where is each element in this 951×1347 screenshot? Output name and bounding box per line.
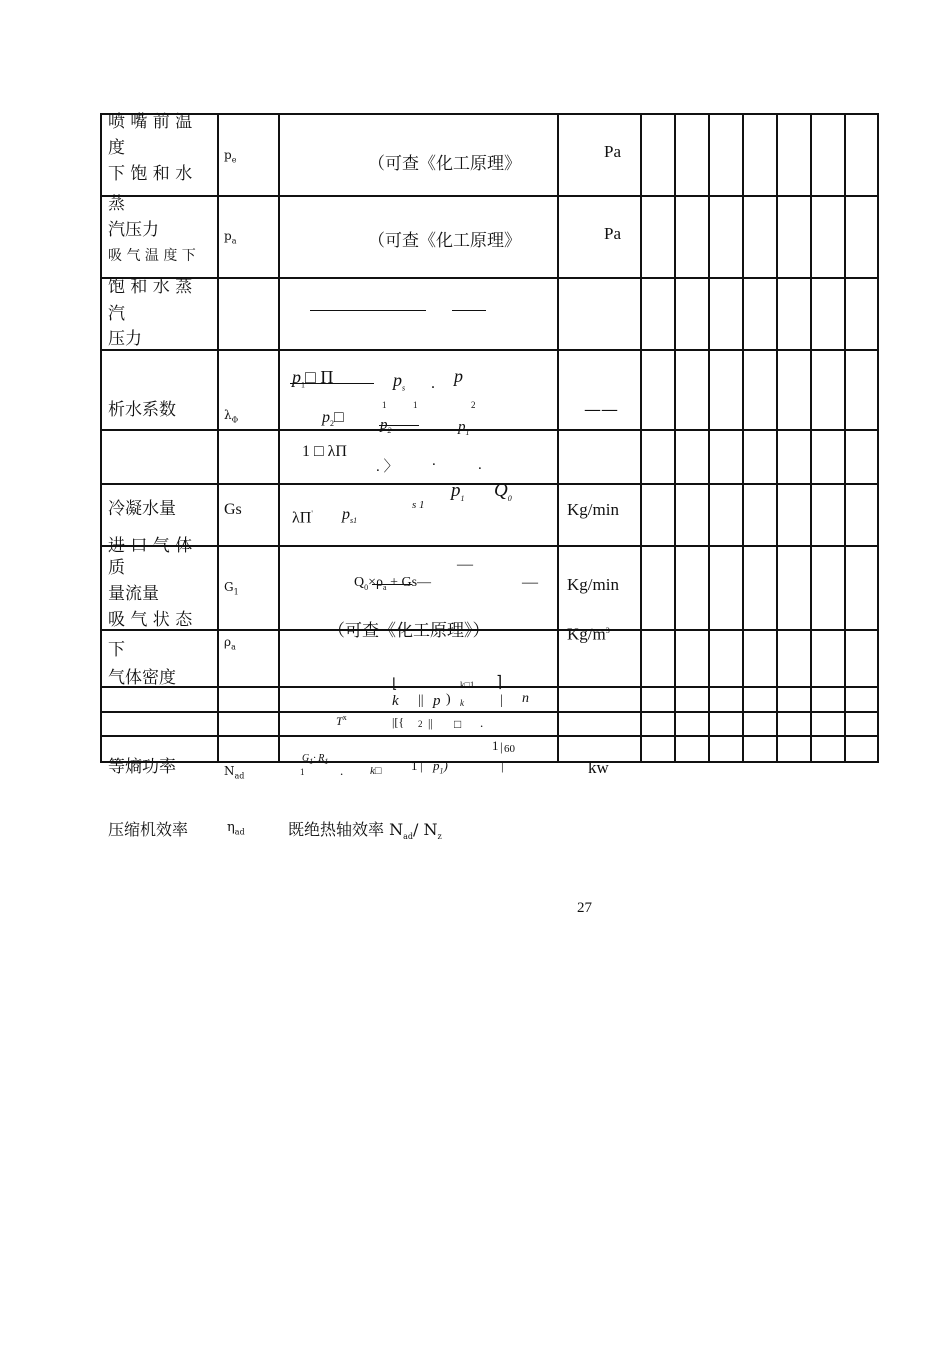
nad-two: 2 xyxy=(418,719,423,729)
f-sym: T xyxy=(336,714,343,728)
nad-k: k xyxy=(392,693,399,709)
f-sym: p xyxy=(342,506,350,523)
nad-p1 xyxy=(433,758,448,776)
f-sub: 1 xyxy=(460,493,465,503)
fraction-bar xyxy=(379,425,419,426)
name-line: 汽 xyxy=(108,304,125,324)
f-sub: 1 xyxy=(465,428,470,437)
f-sym: Q xyxy=(494,480,508,501)
symbol-text: λ xyxy=(224,408,232,422)
gs-e xyxy=(494,480,512,503)
name-line: 压力 xyxy=(108,329,142,349)
symbol-sub: a xyxy=(231,642,236,652)
f-sub: 1 xyxy=(309,757,314,766)
nad-g1r1: $G_1\cdot R_1$ xyxy=(302,753,329,766)
f-sub: 2 xyxy=(330,419,334,429)
lambda-num-p2: p xyxy=(454,366,463,386)
lambda-den-p xyxy=(380,417,392,435)
row-name xyxy=(108,193,196,267)
column-divider xyxy=(708,113,710,763)
f-sub: 1 xyxy=(324,757,329,766)
name-line: 汽压力 xyxy=(108,220,159,240)
f-text: 既绝热轴效率 N xyxy=(288,820,404,839)
f-sym: p xyxy=(393,370,402,390)
f-sub: z xyxy=(437,832,442,842)
row-symbol xyxy=(224,760,244,787)
row-formula: （可查《化工原理》） xyxy=(328,621,490,641)
nad-tx xyxy=(336,713,347,729)
nad-n: n xyxy=(522,691,529,706)
parameter-table xyxy=(100,112,878,781)
gs-d xyxy=(451,480,465,503)
page-number: 27 xyxy=(577,900,592,916)
f-sym: G xyxy=(302,753,310,764)
f-sym: p xyxy=(433,758,440,773)
f-sym: p xyxy=(451,480,461,501)
f-sym: + Gs— xyxy=(390,575,432,590)
f-text: / N xyxy=(412,820,438,839)
name-line: 吸 气 状 态 xyxy=(108,610,193,630)
row-name xyxy=(108,276,192,350)
symbol-sub: a xyxy=(231,236,237,246)
f-sym: p xyxy=(292,367,301,387)
name-line: 饱 和 水 蒸 xyxy=(108,277,193,297)
f-sub: 1 xyxy=(439,766,444,776)
symbol-sub: ad xyxy=(234,771,245,781)
nad-paren: ) xyxy=(446,692,451,707)
f-sub: a xyxy=(383,582,387,592)
nad-one-small: 1 xyxy=(300,767,305,777)
f-sym: λП xyxy=(292,509,312,527)
row-symbol: Gs xyxy=(224,501,242,518)
nad-bar: || xyxy=(428,716,433,730)
lambda-row2-c: . xyxy=(432,453,436,469)
nad-one: 1 xyxy=(492,738,499,753)
row-name: 析水系数 xyxy=(108,400,176,420)
lambda-index: 2 xyxy=(471,400,476,410)
nad-dot: . xyxy=(340,763,344,778)
lambda-den-p1 xyxy=(458,419,470,437)
row-unit: Pa xyxy=(604,142,621,161)
symbol-text: ρ xyxy=(224,635,232,649)
row-name xyxy=(108,535,192,631)
lambda-num-p xyxy=(393,370,405,393)
column-divider xyxy=(776,113,778,763)
name-line: 质 xyxy=(108,558,125,578)
name-line: 下 xyxy=(108,640,125,660)
nad-bar: | xyxy=(500,693,503,708)
symbol-sub: 1 xyxy=(233,587,239,597)
strike-rule xyxy=(372,584,412,585)
name-line: 度 xyxy=(108,138,125,158)
row-symbol xyxy=(224,576,239,603)
name-line: 进 口 气 体 xyxy=(108,536,193,556)
nad-bar: || xyxy=(418,693,424,708)
f-sub: 1 xyxy=(301,380,305,390)
lambda-row2-d: . xyxy=(478,457,482,473)
compressor-efficiency-text xyxy=(288,817,442,841)
column-divider xyxy=(217,113,219,763)
column-divider xyxy=(557,113,559,763)
f-sub: s xyxy=(402,383,406,393)
nad-bracket: |[{ xyxy=(392,715,405,729)
f-sym: p xyxy=(322,409,330,426)
nad-bar: | xyxy=(501,758,504,773)
f-sym: ) xyxy=(443,758,448,773)
nad-box: □ xyxy=(454,717,462,731)
symbol-text: N xyxy=(224,764,235,778)
name-line: 下 饱 和 水 xyxy=(108,164,193,184)
nad-dot: . xyxy=(480,715,484,730)
nad-kbox: k□ xyxy=(370,765,382,777)
f-sub: s1 xyxy=(350,516,358,526)
f-sym: ×ρ xyxy=(368,575,384,590)
lambda-row2-b: . 〉 xyxy=(376,459,399,475)
nad-p: p xyxy=(433,693,441,709)
lambda-index: 1 xyxy=(382,400,387,410)
symbol-text: p xyxy=(224,148,232,162)
symbol-text: p xyxy=(224,229,232,243)
row-unit: Kg/min xyxy=(567,500,619,519)
symbol-text: G xyxy=(224,580,234,594)
fraction-bar xyxy=(290,383,374,384)
nad-sixty: 60 xyxy=(504,743,515,755)
compressor-efficiency-symbol xyxy=(227,820,245,837)
f-sym: p xyxy=(380,417,388,433)
lambda-num-dot: . xyxy=(431,375,435,392)
f-sub: 0 xyxy=(364,582,369,592)
unit-text: Kg/m xyxy=(567,624,606,644)
f-sym: R xyxy=(318,753,325,764)
f-sym: p xyxy=(458,419,466,435)
f-sym: η xyxy=(227,820,235,835)
row-name xyxy=(108,111,192,185)
f-sup: ' xyxy=(311,509,313,518)
row-unit: Kg/min xyxy=(567,575,619,594)
lambda-numerator xyxy=(292,367,333,390)
nad-bar: | xyxy=(420,758,423,773)
column-divider xyxy=(640,113,642,763)
lambda-row2-a: 1 □ λП xyxy=(302,443,347,460)
f-sub: ad xyxy=(234,827,245,837)
lambda-index: 1 xyxy=(413,400,418,410)
name-line: 气体密度 xyxy=(108,668,176,688)
gs-a xyxy=(292,509,313,527)
f-sub: 2 xyxy=(387,426,392,435)
row-unit: kw xyxy=(588,758,609,777)
name-line: 吸 气 温 度 下 xyxy=(108,248,196,264)
column-divider xyxy=(810,113,812,763)
nad-exp: k□1 xyxy=(460,680,475,690)
nad-kexp: k xyxy=(460,698,464,708)
f-sym: □ П xyxy=(305,367,334,387)
nad-one-b: 1 xyxy=(411,758,418,773)
name-line: 喷 嘴 前 温 xyxy=(108,112,193,132)
gs-b xyxy=(342,506,357,525)
formula-rule xyxy=(310,310,426,311)
column-divider xyxy=(877,113,879,763)
row-symbol xyxy=(224,404,238,431)
column-divider xyxy=(100,113,102,763)
column-divider xyxy=(674,113,676,763)
f-sym: Q xyxy=(354,575,365,590)
f-sup: x xyxy=(342,713,347,722)
gs-c: s 1 xyxy=(412,499,425,511)
compressor-efficiency-label: 压缩机效率 xyxy=(108,820,189,839)
nad-bar: | xyxy=(500,739,503,754)
row-symbol xyxy=(224,144,236,171)
name-line: 蒸 xyxy=(108,194,125,214)
row-symbol xyxy=(224,631,236,658)
column-divider xyxy=(278,113,280,763)
row-formula: （可查《化工原理》 xyxy=(368,154,521,174)
lambda-denominator xyxy=(322,409,344,428)
row-symbol xyxy=(224,225,236,252)
f-sym: □ xyxy=(334,409,344,426)
row-unit: Pa xyxy=(604,224,621,243)
f-sub: 0 xyxy=(507,493,512,503)
symbol-sub: e xyxy=(231,155,237,165)
row-unit xyxy=(567,620,610,646)
row-formula: （可查《化工原理》 xyxy=(368,231,521,251)
formula-rule xyxy=(452,310,486,311)
g1-dash: — xyxy=(457,556,473,573)
row-name: 等熵功率 xyxy=(108,757,176,777)
column-divider xyxy=(844,113,846,763)
unit-sup: 3 xyxy=(605,626,610,635)
row-unit: —— xyxy=(584,400,618,420)
row-name: 冷凝水量 xyxy=(108,499,176,519)
f-sub: ad xyxy=(403,832,413,842)
nad-bracket: ⌊ xyxy=(392,677,398,692)
g1-dash: — xyxy=(522,574,538,591)
symbol-sub: Φ xyxy=(231,415,239,425)
name-line: 量流量 xyxy=(108,584,159,604)
row-name xyxy=(108,639,176,689)
column-divider xyxy=(742,113,744,763)
nad-bracket: ⌉ xyxy=(496,674,503,691)
